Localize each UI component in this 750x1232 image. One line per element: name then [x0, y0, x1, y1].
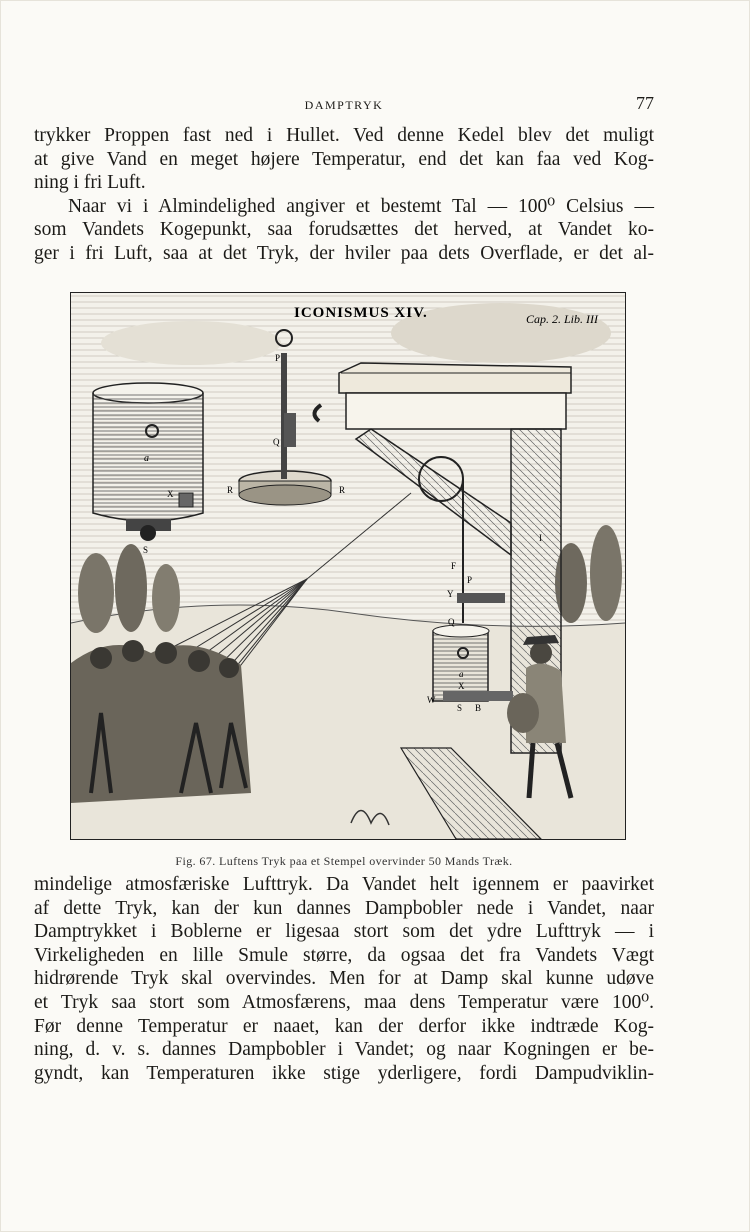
running-head: DAMPTRYK: [304, 98, 384, 112]
label-b: B: [475, 703, 482, 713]
crowd-of-men: [71, 640, 251, 803]
engraving-illustration: [71, 293, 625, 839]
label-a-cyl: a: [459, 669, 464, 679]
text-line: Virkeligheden en lille Smule større, da ogsaa det fra Vandets Vægt: [34, 944, 654, 966]
paragraph-top: [34, 124, 654, 266]
label-s-cyl: S: [457, 703, 463, 713]
page-header: [34, 94, 654, 116]
label-y: Y: [447, 589, 454, 599]
text-line: et Tryk saa stort som Atmosfærens, maa dens Temperatur være 100⁰.: [34, 991, 654, 1013]
text-line: gyndt, kan Temperaturen ikke stige yderligere, fordi Dampudviklin-: [34, 1062, 654, 1084]
label-p: P: [275, 353, 281, 363]
label-i: I: [539, 533, 542, 543]
plate-reference: Cap. 2. Lib. III: [526, 312, 598, 326]
text-line: Damptrykket i Boblerne er ligesaa stort som det ydre Lufttryk — i: [34, 921, 654, 943]
text-line: ger i fri Luft, saa at det Tryk, der hviler paa dets Overflade, er det al-: [34, 242, 654, 264]
cloud: [101, 321, 281, 365]
label-s: S: [143, 545, 149, 555]
figure-caption: Fig. 67. Luftens Tryk paa et Stempel overvinder 50 Mands Træk.: [175, 854, 513, 868]
engraving-figure: [70, 292, 626, 840]
label-f: F: [451, 561, 457, 571]
label-p-rope: P: [467, 575, 473, 585]
label-q: Q: [273, 437, 280, 447]
label-x: X: [167, 489, 174, 499]
text-line: mindelige atmosfæriske Lufttryk. Da Vandet helt igennem er paavirket: [34, 874, 654, 895]
page-number: 77: [636, 93, 654, 113]
label-w: W: [427, 695, 436, 705]
label-r-right: R: [339, 485, 346, 495]
text-line: som Vandets Kogepunkt, saa forudsættes det herved, at Vandet ko-: [34, 219, 654, 241]
text-line: ning, d. v. s. dannes Dampbobler i Vandet; og naar Kogningen er be-: [34, 1039, 654, 1061]
label-q-cyl: Q: [448, 617, 455, 627]
plate-title: ICONISMUS XIV.: [294, 305, 428, 321]
text-line: hidrørende Tryk skal overvindes. Men for at Damp skal kunne udøve: [34, 968, 654, 990]
label-a: a: [144, 453, 149, 464]
text-line: af dette Tryk, kan der kun dannes Dampbobler nede i Vandet, naar: [34, 897, 654, 919]
text-line: Før denne Temperatur er naaet, kan der derfor ikke indtræde Kog-: [34, 1015, 654, 1037]
text-line: trykker Proppen fast ned i Hullet. Ved denne Kedel blev det muligt: [34, 125, 654, 146]
text-line: at give Vand en meget højere Temperatur, end det kan faa ved Kog-: [34, 148, 654, 170]
text-line: Naar vi i Almindelighed angiver et bestemt Tal — 100⁰ Celsius —: [68, 195, 654, 217]
paragraph-bottom: [34, 873, 654, 1085]
label-r-left: R: [227, 485, 234, 495]
label-x-cyl: X: [458, 681, 465, 691]
text-line: ning i fri Luft.: [34, 172, 146, 194]
